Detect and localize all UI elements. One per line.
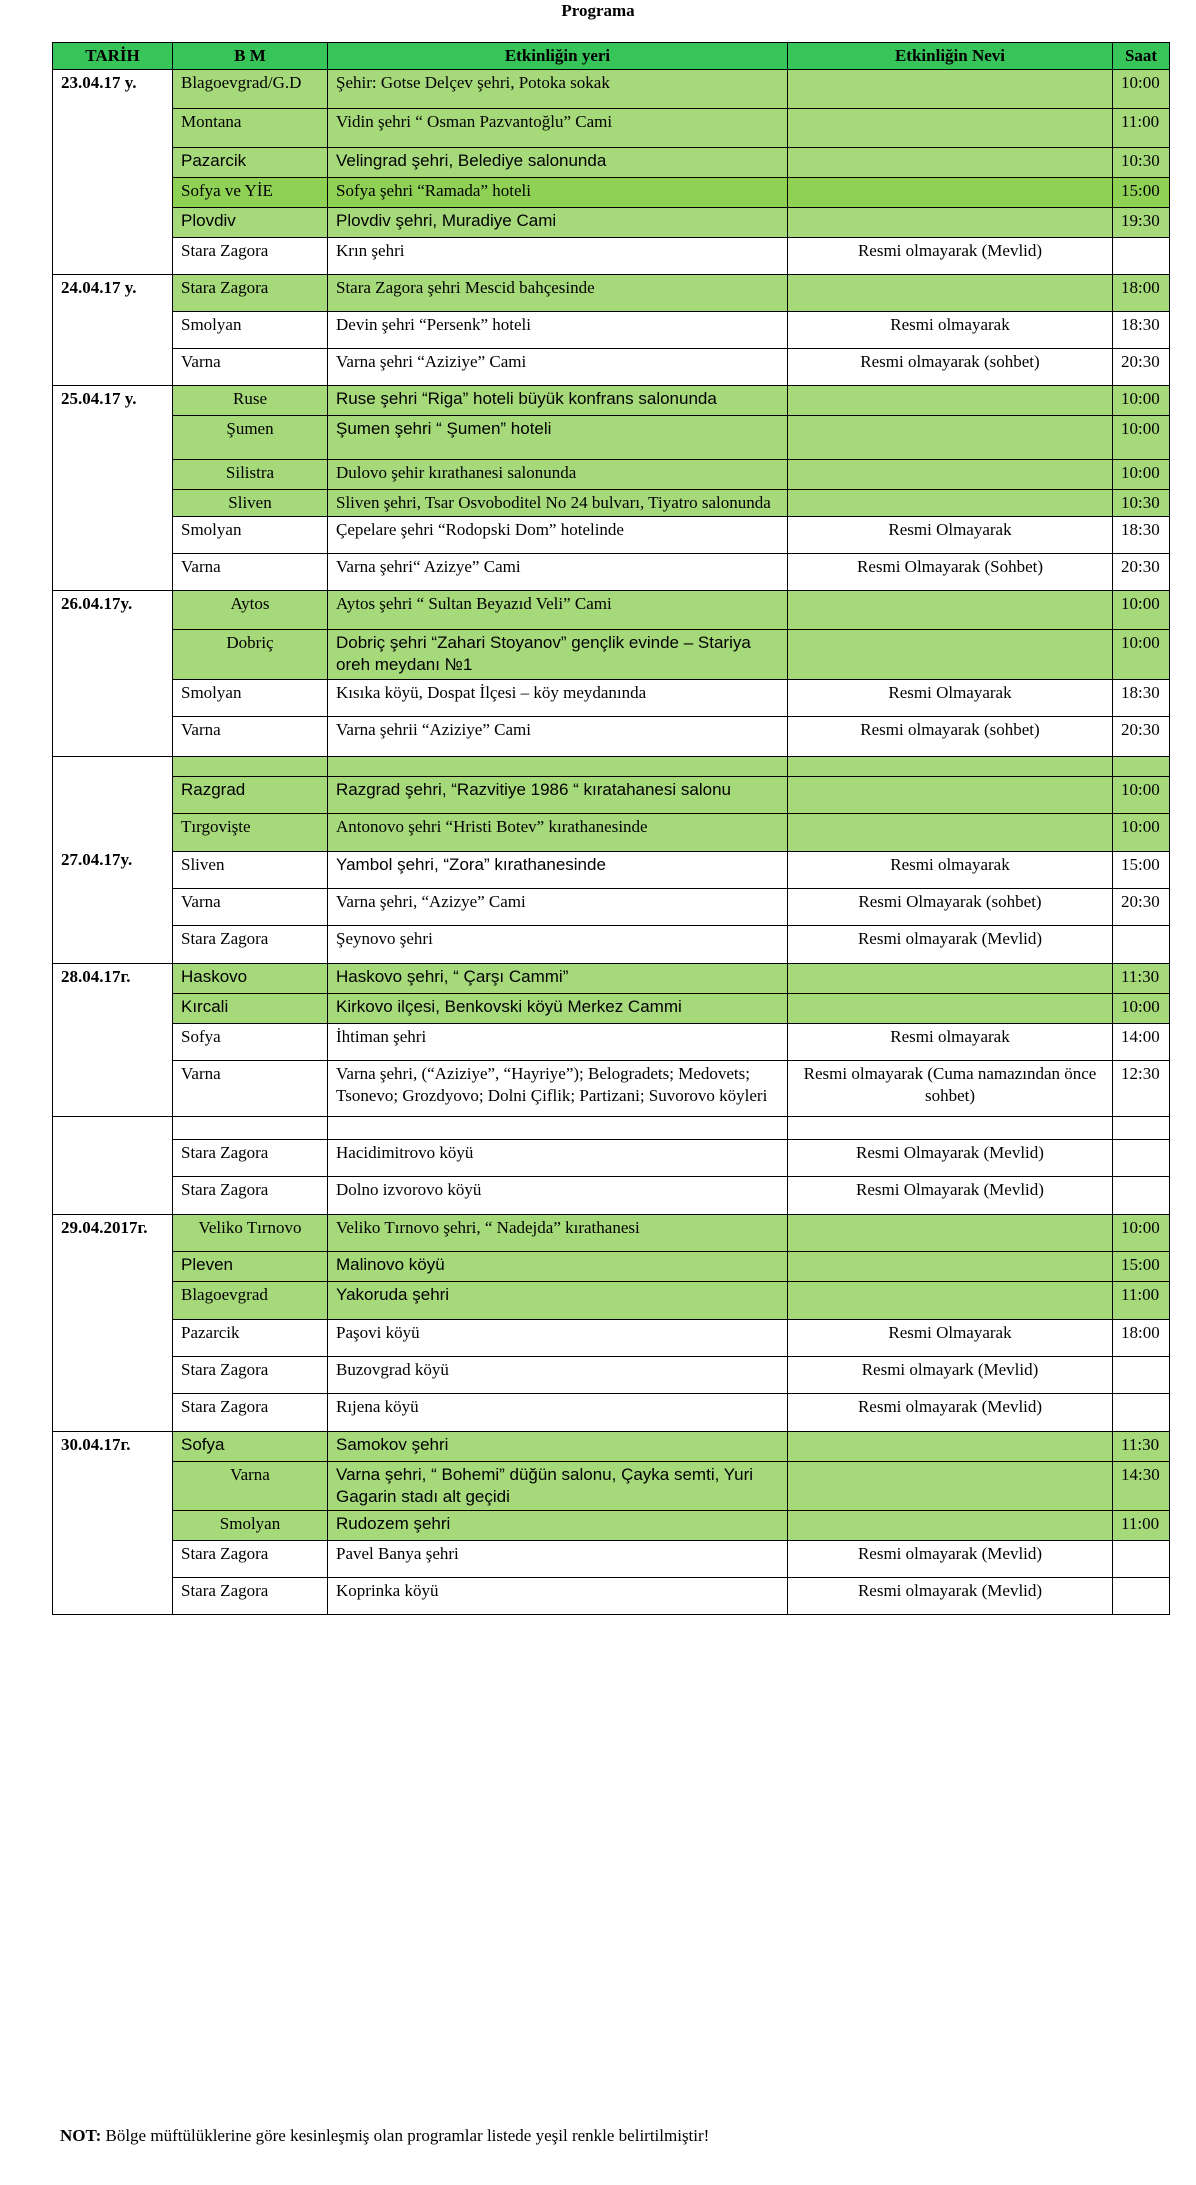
table-row	[53, 275, 1170, 312]
table-row	[53, 777, 1170, 814]
bm-cell: Stara Zagora	[173, 926, 328, 964]
table-row	[53, 1252, 1170, 1282]
bm-cell: Kırcali	[173, 994, 328, 1024]
column-header-time: Saat	[1113, 43, 1170, 70]
type-cell	[788, 148, 1113, 178]
time-cell	[1113, 1541, 1170, 1578]
type-cell	[788, 208, 1113, 238]
bm-cell: Razgrad	[173, 777, 328, 814]
table-row	[53, 1117, 1170, 1140]
bm-cell: Smolyan	[173, 680, 328, 717]
place-cell: Ruse şehri “Riga” hoteli büyük konfrans salonunda	[328, 386, 788, 416]
table-row	[53, 1541, 1170, 1578]
place-cell: Velingrad şehri, Belediye salonunda	[328, 148, 788, 178]
table-row	[53, 1024, 1170, 1061]
table-row	[53, 554, 1170, 591]
table-row	[53, 1177, 1170, 1215]
bm-cell: Stara Zagora	[173, 1578, 328, 1615]
type-cell: Resmi olmayarak (Cuma namazından önce sohbet)	[788, 1061, 1113, 1117]
type-cell	[788, 275, 1113, 312]
type-cell	[788, 416, 1113, 460]
place-cell: Malinovo köyü	[328, 1252, 788, 1282]
time-cell: 11:30	[1113, 1432, 1170, 1462]
column-header-type: Etkinliğin Nevi	[788, 43, 1113, 70]
place-cell: Dolno izvorovo köyü	[328, 1177, 788, 1215]
date-cell: 25.04.17 y.	[53, 386, 173, 591]
time-cell: 10:00	[1113, 591, 1170, 630]
time-cell: 18:30	[1113, 517, 1170, 554]
time-cell: 11:30	[1113, 964, 1170, 994]
table-row	[53, 416, 1170, 460]
place-cell: Kirkovo ilçesi, Benkovski köyü Merkez Cammi	[328, 994, 788, 1024]
bm-cell: Varna	[173, 554, 328, 591]
table-row	[53, 490, 1170, 517]
bm-cell: Sliven	[173, 490, 328, 517]
bm-cell: Pleven	[173, 1252, 328, 1282]
table-row	[53, 109, 1170, 148]
bm-cell: Stara Zagora	[173, 1357, 328, 1394]
place-cell: Şehir: Gotse Delçev şehri, Potoka sokak	[328, 70, 788, 109]
type-cell: Resmi olmayarak (Mevlid)	[788, 926, 1113, 964]
bm-cell: Stara Zagora	[173, 1394, 328, 1432]
time-cell: 20:30	[1113, 889, 1170, 926]
table-row	[53, 964, 1170, 994]
bm-cell	[173, 757, 328, 777]
table-row	[53, 717, 1170, 757]
place-cell: Razgrad şehri, “Razvitiye 1986 “ kıratahanesi salonu	[328, 777, 788, 814]
time-cell	[1113, 926, 1170, 964]
table-row	[53, 1357, 1170, 1394]
type-cell	[788, 386, 1113, 416]
type-cell	[788, 1432, 1113, 1462]
bm-cell	[173, 1117, 328, 1140]
time-cell	[1113, 1357, 1170, 1394]
table-row	[53, 591, 1170, 630]
time-cell	[1113, 757, 1170, 777]
place-cell: Varna şehri“ Azizye” Cami	[328, 554, 788, 591]
time-cell: 10:30	[1113, 490, 1170, 517]
table-row	[53, 926, 1170, 964]
time-cell: 19:30	[1113, 208, 1170, 238]
place-cell: Hacidimitrovo köyü	[328, 1140, 788, 1177]
table-row	[53, 1282, 1170, 1320]
type-cell: Resmi Olmayarak (Mevlid)	[788, 1140, 1113, 1177]
table-row	[53, 208, 1170, 238]
place-cell	[328, 757, 788, 777]
place-cell: Varna şehri, (“Aziziye”, “Hayriye”); Belogradets; Medovets; Tsonevo; Grozdyovo; Dolni Çiflik; Partizani; Suvorovo köyleri	[328, 1061, 788, 1117]
type-cell	[788, 109, 1113, 148]
table-row	[53, 1432, 1170, 1462]
type-cell	[788, 1252, 1113, 1282]
document-title: Programa	[561, 1, 635, 20]
bm-cell: Varna	[173, 717, 328, 757]
bm-cell: Stara Zagora	[173, 1177, 328, 1215]
bm-cell: Stara Zagora	[173, 275, 328, 312]
bm-cell: Smolyan	[173, 517, 328, 554]
table-row	[53, 1061, 1170, 1117]
table-row	[53, 680, 1170, 717]
table-row	[53, 1511, 1170, 1541]
time-cell: 10:00	[1113, 777, 1170, 814]
time-cell: 10:00	[1113, 994, 1170, 1024]
type-cell: Resmi olmayarak	[788, 1024, 1113, 1061]
program-table	[52, 42, 1170, 1615]
bm-cell: Montana	[173, 109, 328, 148]
place-cell: Yakoruda şehri	[328, 1282, 788, 1320]
type-cell: Resmi olmayark (Mevlid)	[788, 1357, 1113, 1394]
bm-cell: Varna	[173, 1462, 328, 1511]
place-cell: Veliko Tırnovo şehri, “ Nadejda” kırathanesi	[328, 1215, 788, 1252]
time-cell: 20:30	[1113, 554, 1170, 591]
table-row	[53, 757, 1170, 777]
time-cell	[1113, 238, 1170, 275]
time-cell: 10:00	[1113, 630, 1170, 680]
type-cell: Resmi Olmayarak	[788, 517, 1113, 554]
bm-cell: Şumen	[173, 416, 328, 460]
place-cell: Antonovo şehri “Hristi Botev” kırathanesinde	[328, 814, 788, 852]
type-cell: Resmi olmayarak (sohbet)	[788, 717, 1113, 757]
date-cell: 26.04.17y.	[53, 591, 173, 757]
place-cell: Koprinka köyü	[328, 1578, 788, 1615]
place-cell: Sofya şehri “Ramada” hoteli	[328, 178, 788, 208]
table-row	[53, 349, 1170, 386]
time-cell: 15:00	[1113, 852, 1170, 889]
bm-cell: Aytos	[173, 591, 328, 630]
time-cell: 10:00	[1113, 386, 1170, 416]
time-cell: 11:00	[1113, 109, 1170, 148]
time-cell: 10:30	[1113, 148, 1170, 178]
date-cell: 28.04.17г.	[53, 964, 173, 1117]
place-cell: Samokov şehri	[328, 1432, 788, 1462]
place-cell: Buzovgrad köyü	[328, 1357, 788, 1394]
time-cell: 10:00	[1113, 1215, 1170, 1252]
time-cell: 10:00	[1113, 814, 1170, 852]
place-cell: Aytos şehri “ Sultan Beyazıd Veli” Cami	[328, 591, 788, 630]
type-cell	[788, 994, 1113, 1024]
place-cell: Şeynovo şehri	[328, 926, 788, 964]
bm-cell: Sofya	[173, 1432, 328, 1462]
type-cell: Resmi Olmayarak	[788, 680, 1113, 717]
type-cell: Resmi olmayarak (Mevlid)	[788, 1394, 1113, 1432]
place-cell: Krın şehri	[328, 238, 788, 275]
place-cell: Stara Zagora şehri Mescid bahçesinde	[328, 275, 788, 312]
time-cell	[1113, 1117, 1170, 1140]
time-cell: 15:00	[1113, 1252, 1170, 1282]
place-cell: Dulovo şehir kırathanesi salonunda	[328, 460, 788, 490]
bm-cell: Smolyan	[173, 1511, 328, 1541]
bm-cell: Stara Zagora	[173, 238, 328, 275]
table-header-row	[53, 43, 1170, 70]
time-cell	[1113, 1394, 1170, 1432]
table-row	[53, 312, 1170, 349]
bm-cell: Ruse	[173, 386, 328, 416]
table-row	[53, 1140, 1170, 1177]
bm-cell: Silistra	[173, 460, 328, 490]
bm-cell: Varna	[173, 889, 328, 926]
time-cell: 11:00	[1113, 1282, 1170, 1320]
place-cell: Çepelare şehri “Rodopski Dom” hotelinde	[328, 517, 788, 554]
footnote	[60, 2125, 709, 2147]
place-cell: Sliven şehri, Tsar Osvoboditel No 24 bulvarı, Tiyatro salonunda	[328, 490, 788, 517]
bm-cell: Blagoevgrad/G.D	[173, 70, 328, 109]
place-cell: Rıjena köyü	[328, 1394, 788, 1432]
table-row	[53, 889, 1170, 926]
table-row	[53, 386, 1170, 416]
bm-cell: Pazarcik	[173, 1320, 328, 1357]
place-cell: Kısıka köyü, Dospat İlçesi – köy meydanında	[328, 680, 788, 717]
table-row	[53, 852, 1170, 889]
time-cell: 10:00	[1113, 70, 1170, 109]
type-cell	[788, 70, 1113, 109]
type-cell	[788, 964, 1113, 994]
date-cell: 23.04.17 y.	[53, 70, 173, 275]
table-row	[53, 814, 1170, 852]
date-cell: 29.04.2017г.	[53, 1215, 173, 1432]
type-cell	[788, 1282, 1113, 1320]
type-cell: Resmi Olmayarak (Mevlid)	[788, 1177, 1113, 1215]
time-cell: 14:00	[1113, 1024, 1170, 1061]
type-cell	[788, 591, 1113, 630]
place-cell: Dobriç şehri “Zahari Stoyanov” gençlik evinde – Stariya oreh meydanı №1	[328, 630, 788, 680]
date-cell	[53, 1117, 173, 1215]
place-cell: Varna şehri, “ Bohemi” düğün salonu, Çayka semti, Yuri Gagarin stadı alt geçidi	[328, 1462, 788, 1511]
column-header-place: Etkinliğin yeri	[328, 43, 788, 70]
type-cell: Resmi olmayarak (sohbet)	[788, 349, 1113, 386]
bm-cell: Sliven	[173, 852, 328, 889]
table-row	[53, 70, 1170, 109]
bm-cell: Stara Zagora	[173, 1140, 328, 1177]
date-cell: 30.04.17г.	[53, 1432, 173, 1615]
time-cell	[1113, 1177, 1170, 1215]
time-cell: 18:00	[1113, 275, 1170, 312]
type-cell: Resmi olmayarak (Mevlid)	[788, 238, 1113, 275]
place-cell: Varna şehri “Aziziye” Cami	[328, 349, 788, 386]
bm-cell: Smolyan	[173, 312, 328, 349]
bm-cell: Dobriç	[173, 630, 328, 680]
time-cell	[1113, 1578, 1170, 1615]
place-cell: Varna şehrii “Aziziye” Cami	[328, 717, 788, 757]
time-cell: 20:30	[1113, 349, 1170, 386]
type-cell	[788, 1215, 1113, 1252]
place-cell: Haskovo şehri, “ Çarşı Cammi”	[328, 964, 788, 994]
table-row	[53, 1462, 1170, 1511]
bm-cell: Sofya ve YİE	[173, 178, 328, 208]
table-row	[53, 460, 1170, 490]
bm-cell: Plovdiv	[173, 208, 328, 238]
type-cell	[788, 460, 1113, 490]
column-header-date: TARİH	[53, 43, 173, 70]
place-cell: Plovdiv şehri, Muradiye Cami	[328, 208, 788, 238]
table-row	[53, 238, 1170, 275]
type-cell: Resmi olmayarak (Mevlid)	[788, 1541, 1113, 1578]
type-cell	[788, 814, 1113, 852]
bm-cell: Pazarcik	[173, 148, 328, 178]
table-row	[53, 1215, 1170, 1252]
type-cell	[788, 630, 1113, 680]
table-row	[53, 148, 1170, 178]
time-cell: 18:30	[1113, 680, 1170, 717]
place-cell: Pavel Banya şehri	[328, 1541, 788, 1578]
table-body	[53, 70, 1170, 1615]
table-row	[53, 178, 1170, 208]
time-cell: 14:30	[1113, 1462, 1170, 1511]
bm-cell: Tırgovişte	[173, 814, 328, 852]
bm-cell: Haskovo	[173, 964, 328, 994]
time-cell: 18:30	[1113, 312, 1170, 349]
bm-cell: Sofya	[173, 1024, 328, 1061]
footnote-label: NOT:	[60, 2126, 102, 2145]
type-cell: Resmi Olmayarak (Sohbet)	[788, 554, 1113, 591]
time-cell: 20:30	[1113, 717, 1170, 757]
table-row	[53, 994, 1170, 1024]
bm-cell: Stara Zagora	[173, 1541, 328, 1578]
place-cell: Yambol şehri, “Zora” kırathanesinde	[328, 852, 788, 889]
type-cell	[788, 490, 1113, 517]
table-row	[53, 1578, 1170, 1615]
time-cell: 18:00	[1113, 1320, 1170, 1357]
type-cell	[788, 757, 1113, 777]
type-cell: Resmi olmayarak	[788, 312, 1113, 349]
place-cell: Varna şehri, “Azizye” Cami	[328, 889, 788, 926]
type-cell	[788, 1511, 1113, 1541]
table-row	[53, 1394, 1170, 1432]
table-row	[53, 517, 1170, 554]
time-cell: 11:00	[1113, 1511, 1170, 1541]
bm-cell: Varna	[173, 1061, 328, 1117]
place-cell: Devin şehri “Persenk” hoteli	[328, 312, 788, 349]
type-cell: Resmi olmayarak	[788, 852, 1113, 889]
place-cell: Şumen şehri “ Şumen” hoteli	[328, 416, 788, 460]
place-cell	[328, 1117, 788, 1140]
type-cell	[788, 178, 1113, 208]
type-cell	[788, 1117, 1113, 1140]
place-cell: Rudozem şehri	[328, 1511, 788, 1541]
place-cell: İhtiman şehri	[328, 1024, 788, 1061]
type-cell: Resmi Olmayarak	[788, 1320, 1113, 1357]
type-cell: Resmi Olmayarak (sohbet)	[788, 889, 1113, 926]
type-cell	[788, 777, 1113, 814]
time-cell: 12:30	[1113, 1061, 1170, 1117]
column-header-bm: B M	[173, 43, 328, 70]
type-cell: Resmi olmayarak (Mevlid)	[788, 1578, 1113, 1615]
place-cell: Vidin şehri “ Osman Pazvantoğlu” Cami	[328, 109, 788, 148]
bm-cell: Blagoevgrad	[173, 1282, 328, 1320]
place-cell: Paşovi köyü	[328, 1320, 788, 1357]
time-cell: 15:00	[1113, 178, 1170, 208]
table-row	[53, 630, 1170, 680]
time-cell	[1113, 1140, 1170, 1177]
table-row	[53, 1320, 1170, 1357]
time-cell: 10:00	[1113, 460, 1170, 490]
footnote-text: Bölge müftülüklerine göre kesinleşmiş olan programlar listede yeşil renkle belirtilmiştir!	[101, 2126, 710, 2145]
bm-cell: Varna	[173, 349, 328, 386]
bm-cell: Veliko Tırnovo	[173, 1215, 328, 1252]
date-cell: 27.04.17y.	[53, 757, 173, 964]
time-cell: 10:00	[1113, 416, 1170, 460]
type-cell	[788, 1462, 1113, 1511]
date-cell: 24.04.17 y.	[53, 275, 173, 386]
